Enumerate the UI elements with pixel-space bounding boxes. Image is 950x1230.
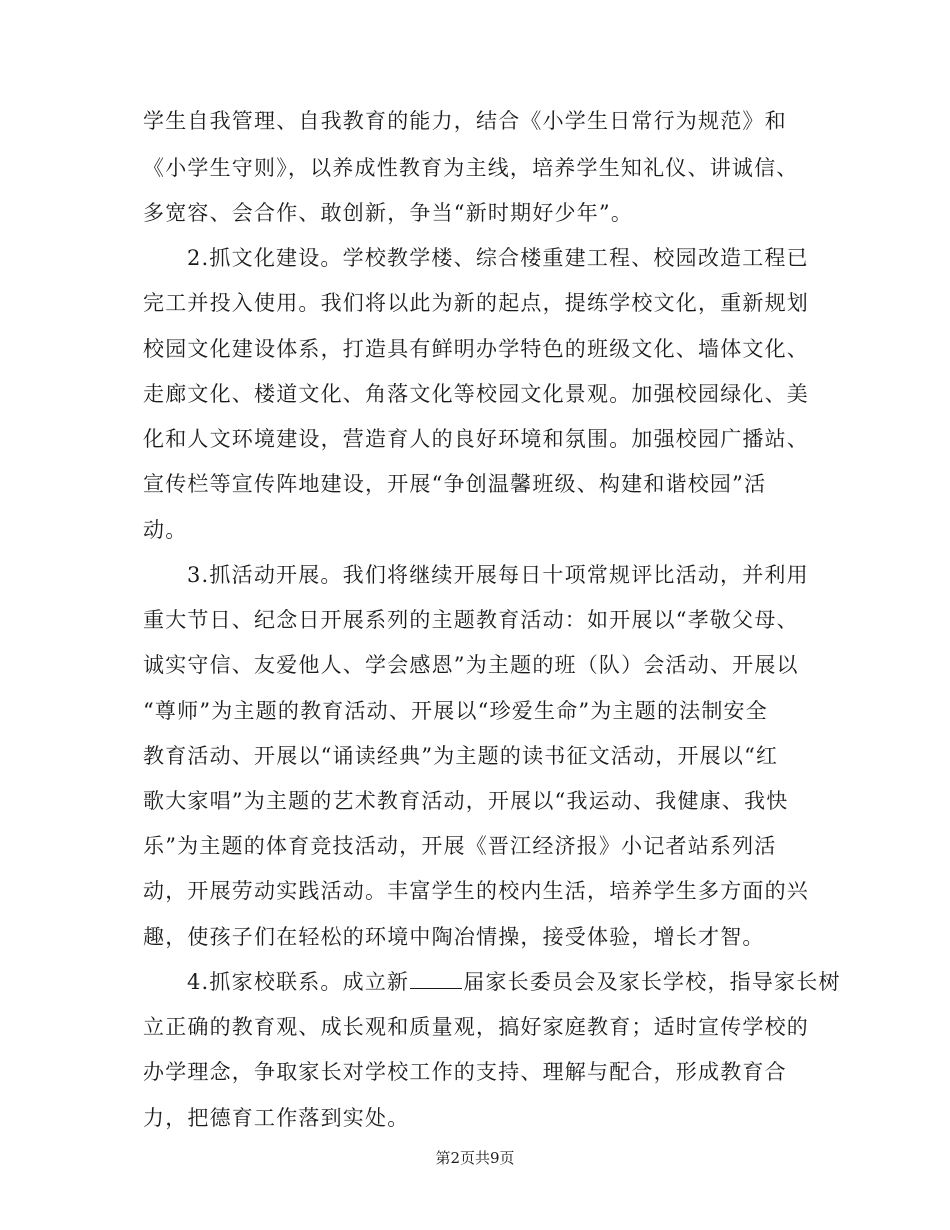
- text-line: 力，把德育工作落到实处。: [143, 1106, 410, 1130]
- text-line: 多宽容、会合作、敢创新，争当“新时期好少年”。: [143, 201, 634, 225]
- text-line: 走廊文化、楼道文化、角落文化等校园文化景观。加强校园绿化、美: [143, 382, 809, 406]
- text-line: 校园文化建设体系，打造具有鲜明办学特色的班级文化、墙体文化、: [143, 337, 809, 361]
- text-line: “尊师”为主题的教育活动、开展以“珍爱生命”为主题的法制安全: [143, 699, 768, 723]
- text-line: 《小学生守则》，以养成性教育为主线，培养学生知礼仪、讲诚信、: [143, 156, 799, 180]
- text-line: 趣，使孩子们在轻松的环境中陶冶情操，接受体验，增长才智。: [143, 925, 765, 949]
- page-number-footer: 第2页共9页: [435, 1149, 515, 1167]
- text-line: 完工并投入使用。我们将以此为新的起点，提练学校文化，重新规划: [143, 291, 809, 315]
- paragraph-3-heading-line: 3.抓活动开展。我们将继续开展每日十项常规评比活动，并利用: [187, 563, 809, 587]
- text-line: 教育活动、开展以“诵读经典”为主题的读书征文活动，开展以“红: [143, 744, 779, 768]
- paragraph-4-heading-line: [187, 967, 841, 997]
- fill-in-blank: [410, 968, 462, 989]
- paragraph-2-heading-line: 2.抓文化建设。学校教学楼、综合楼重建工程、校园改造工程已: [187, 246, 809, 270]
- text-line: 动，开展劳动实践活动。丰富学生的校内生活，培养学生多方面的兴: [143, 879, 809, 903]
- text-line: 诚实守信、友爱他人、学会感恩”为主题的班（队）会活动、开展以: [143, 653, 799, 677]
- text-line: 歌大家唱”为主题的艺术教育活动，开展以“我运动、我健康、我快: [143, 789, 789, 813]
- text-line: 宣传栏等宣传阵地建设，开展“争创温馨班级、构建和谐校园”活: [143, 472, 767, 496]
- text-line: 动。: [143, 518, 188, 542]
- text-line: 立正确的教育观、成长观和质量观，搞好家庭教育；适时宣传学校的: [143, 1015, 809, 1039]
- text-line: 乐”为主题的体育竞技活动，开展《晋江经济报》小记者站系列活: [143, 834, 777, 858]
- text-line: 学生自我管理、自我教育的能力，结合《小学生日常行为规范》和: [143, 109, 787, 133]
- text-line: 重大节日、纪念日开展系列的主题教育活动：如开展以“孝敬父母、: [143, 608, 799, 632]
- text-line: 化和人文环境建设，营造育人的良好环境和氛围。加强校园广播站、: [143, 427, 809, 451]
- text-segment: 届家长委员会及家长学校，指导家长树: [463, 970, 841, 994]
- text-segment: 4.抓家校联系。成立新: [187, 970, 410, 994]
- text-line: 办学理念，争取家长对学校工作的支持、理解与配合，形成教育合: [143, 1060, 787, 1084]
